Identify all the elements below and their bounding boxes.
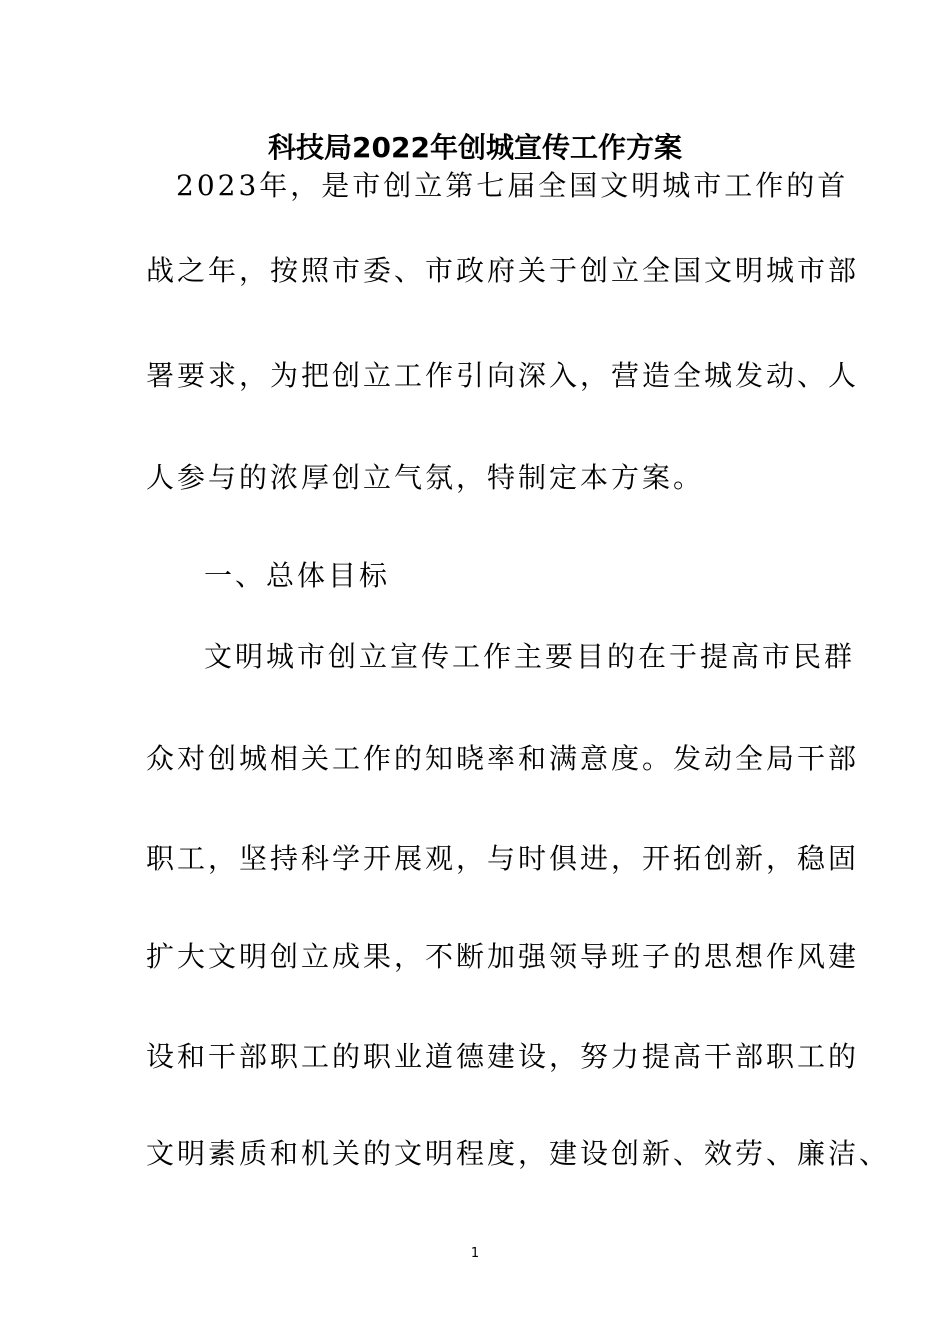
paragraph-line: 战之年，按照市委、市政府关于创立全国文明城市部 <box>146 254 860 287</box>
paragraph-line: 文明城市创立宣传工作主要目的在于提高市民群 <box>204 640 856 673</box>
paragraph-line: 扩大文明创立成果，不断加强领导班子的思想作风建 <box>146 940 860 973</box>
page-number: 1 <box>470 1246 480 1261</box>
paragraph-line: 2023年，是市创立第七届全国文明城市工作的首 <box>176 169 849 202</box>
section-heading: 一、总体目标 <box>204 559 391 592</box>
paragraph-line: 文明素质和机关的文明程度，建设创新、效劳、廉洁、 <box>146 1137 891 1170</box>
paragraph-line: 人参与的浓厚创立气氛，特制定本方案。 <box>146 461 705 494</box>
paragraph-line: 设和干部职工的职业道德建设，努力提高干部职工的 <box>146 1040 860 1073</box>
document-title: 科技局2022年创城宣传工作方案 <box>268 131 682 164</box>
paragraph-line: 职工，坚持科学开展观，与时俱进，开拓创新，稳固 <box>146 842 860 875</box>
paragraph-line: 署要求，为把创立工作引向深入，营造全城发动、人 <box>146 359 860 392</box>
paragraph-line: 众对创城相关工作的知晓率和满意度。发动全局干部 <box>146 742 860 775</box>
